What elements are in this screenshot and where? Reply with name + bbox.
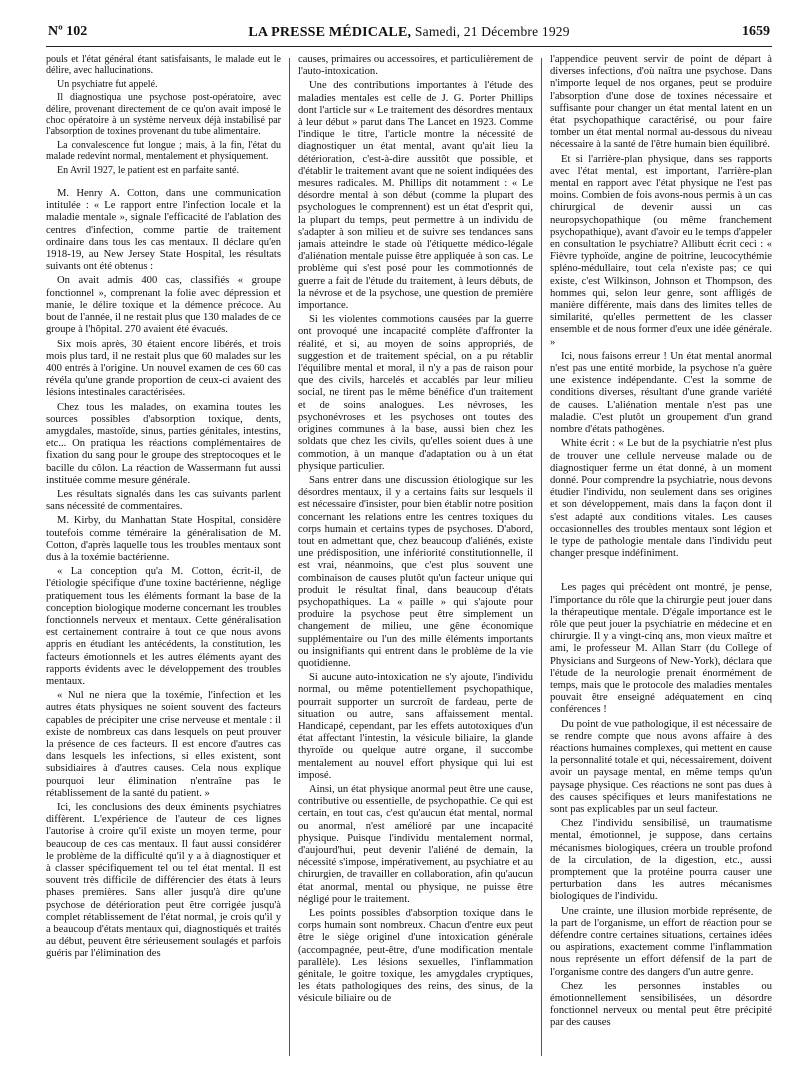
paragraph: Un psychiatre fut appelé. xyxy=(57,78,158,90)
paragraph: Ainsi, un état physique anormal peut être une cause, contributive ou essentielle, de psychopathie. Ce qui est certain, en tout cas, c'est qu'aucun état mental, normal ou anormal, n'est amélioré par une incapacité physique. Puisque l'individu mentalement normal, d'aujourd'hui, peut devenir l'aliéné de demain, la nécessité s'impose, impérativement, au psychiatre et au chirurgien, de travailler en collaboration, afin qu'aucun état anormal, mental ou physique, ne puisse être négligé pour le traitement. xyxy=(298,783,533,905)
paragraph: l'appendice peuvent servir de point de départ à diverses infections, d'où naîtra une psychose. Dans n'importe lequel de nos organes, peut se produire l'absorption d'une dose de toxines nécessaire et suffisante pour changer un état mental latent en un état psychopathique caractérisé, ou pour faire tomber un état mental normal au-dessous du niveau nécessaire à la santé de l'être humain bien équilibré. xyxy=(550,54,772,151)
paragraph: Du point de vue pathologique, il est nécessaire de se rendre compte que nous avons affaire à des réactions humaines complexes, qui mettent en cause la personnalité totale et qui, nécessairement, doivent avoir un paysage mental, en même temps qu'un paysage physique. Ces réactions ne sont pas dues à des causes spécifiques et leurs manifestations ne sont pas explicables par un seul facteur. xyxy=(550,718,772,815)
paragraph: Une crainte, une illusion morbide représente, de la part de l'organisme, un effort de réaction pour se défendre contre certaines situations, certaines idées ou aspirations, exactement comme l'inflammation nous représente un effort défensif de la part de l'organisme contre des dangers d'un autre genre. xyxy=(550,905,772,978)
paragraph: Six mois après, 30 étaient encore libérés, et trois mois plus tard, il ne restait plus que 60 malades sur les 400 entrés à l'origine. Un nouvel examen de ces 60 cas révéla qu'une grande proportion de ceux-ci avaient des lésions intestinales caractérisées. xyxy=(46,338,281,399)
paragraph: Il diagnostiqua une psychose post-opératoire, avec délire, provenant directement de ce qu'on avait imposé le choc opératoire à un système nerveux déjà instabilisé par l'absorption de toxines provenant du tube alimentaire. xyxy=(46,92,281,138)
paragraph: Chez l'individu sensibilisé, un traumatisme mental, émotionnel, je suppose, dans certains mécanismes biologiques, créera un trouble profond de la circulation, de la digestion, etc., aussi promptement que la protéine pourra causer une perturbation dans les autres mécanismes biologiques de l'individu. xyxy=(550,818,772,903)
paragraph: Les points possibles d'absorption toxique dans le corps humain sont nombreux. Chacun d'entre eux peut être le siège originel d'une intoxication générale (accompagnée, peut-être, d'une modification mentale parallèle). Les lésions sexuelles, l'inflammation génitale, le goitre toxique, les amygdales cryptiques, les états pathologiques des reins, des sinus, de la vésicule biliaire ou de xyxy=(298,908,533,1005)
paragraph: Et si l'arrière-plan physique, dans ses rapports avec l'état mental, est important, l'arrière-plan mental en rapport avec l'état physique ne l'est pas moins. Combien de fois avons-nous permis à un cas chirurgical de devenir aussi un cas neuropsychopathique (ou même franchement psychopathique), avant d'avoir eu le temps d'appeler en consultation le psychiatre? Allibutt écrit ceci : « Fièvre typhoïde, angine de poitrine, leucocythémie spléno-médullaire, tout cela n'existe pas; ce qui existe, c'est Wilkinson, Johnson et Thompson, des hommes qui, selon leur genre, sont affligés de manière différente, mais dans des limites telles de similarité, qu'elles permettent de les classer ensemble et de nous former d'eux une idée générale. » xyxy=(550,153,772,348)
column-2 xyxy=(298,54,533,1064)
column-3 xyxy=(550,54,772,1064)
paragraph: « La conception qu'a M. Cotton, écrit-il, de l'étiologie spécifique d'une toxine bactérienne, néglige pratiquement tous les éléments formant la base de la conception biologique moderne concernant les troubles fonctionnels nerveux et mentaux. Cette généralisation est certainement contraire à tout ce que nous avons appris en étudiant les antécédents, la constitution, les facteurs émotionnels et les autres éléments ayant des rapports évidents avec le développement des troubles mentaux. xyxy=(46,566,281,687)
paragraph: M. Henry A. Cotton, dans une communication intitulée : « Le rapport entre l'infection locale et la maladie mentale », signale l'efficacité de l'ablation des centres d'infection, comme partie de traitement ordinaire dans tous les cas mentaux. Il déclare qu'en 1918-19, au New Jersey State Hospital, les résultats suivants ont été obtenus : xyxy=(46,188,281,273)
paragraph: Les pages qui précèdent ont montré, je pense, l'importance du rôle que la chirurgie peut jouer dans la thérapeutique mentale. D'égale importance est le rôle que peut jouer la psychiatrie en médecine et en chirurgie. Il y a vingt-cinq ans, mon vieux maître et ami, le professeur M. Allan Starr (du College of Physicians and Surgeons of New-York), déclara que l'étude de la neurologie prenait énormément de temps, mais que le protocole des maladies mentales pouvait être enseigné adéquatement en cinq conférences ! xyxy=(550,582,772,716)
paragraph: Si les violentes commotions causées par la guerre ont provoqué une incapacité complète d'affronter la réalité, et si, au moyen de soins appropriés, de suggestion et de traitement spécial, on a pu rétablir l'équilibre mental et moral, il n'y a pas de raison pour que des civils, harcelés et accablés par leur milieu social, ne tirent pas le même bénéfice d'un traitement et de soins analogues. Les névroses, les psychonévroses et les psychoses ont toutes des origines communes à la base, aussi bien chez les soldats que chez les civils, qu'elles soient dues à une commotion, à un manque d'adaptation ou à un état physique particulier. xyxy=(298,314,533,472)
paragraph: White écrit : « Le but de la psychiatrie n'est plus de trouver une cellule nerveuse malade ou de diagnostiquer ferme un état donné, à un moment donné. Pour comprendre la psychiatrie, nous devons étudier l'individu, non seulement dans ses origines et son développement, mais dans la façon dont il s'est adapté aux conditions vitales. Les causes occasionnelles des troubles mentaux sont légion et le type de pathologie mentale dans l'individu peut changer presque indéfiniment. xyxy=(550,438,772,560)
paragraph: Les résultats signalés dans les cas suivants parlent sans nécessité de commentaires. xyxy=(46,488,281,513)
journal-title: LA PRESSE MÉDICALE, xyxy=(248,25,412,40)
column-1 xyxy=(46,54,281,1064)
paragraph: pouls et l'état général étant satisfaisants, le malade eut le délire, avec hallucinations. xyxy=(46,54,281,77)
paragraph: Chez tous les malades, on examina toutes les sources possibles d'absorption toxique, dents, amygdales, mastoïde, sinus, parties génitales, intestins, etc... On pratiqua les réactions complémentaires de fixation du sang pour le groupe des streptocoques et le bacille du côlon. La réaction de Wassermann fut aussi instituée comme mesure générale. xyxy=(46,401,281,486)
paragraph: On avait admis 400 cas, classifiés « groupe fonctionnel », comprenant la folie avec dépression et manie, le délire toxique et la démence précoce. Au bout de l'année, il ne restait plus que 130 malades de ce groupe à l'hôpital. 270 avaient été évacués. xyxy=(46,275,281,336)
paragraph: La convalescence fut longue ; mais, à la fin, l'état du malade redevint normal, mentalement et physiquement. xyxy=(46,139,281,163)
paragraph: Ici, les conclusions des deux éminents psychiatres diffèrent. L'expérience de l'auteur de ces lignes l'autorise à croire qu'il existe un moyen terme, pour beaucoup de ces cas mentaux. Il faut aussi considérer le problème de la difficulté qu'il y a à diagnostiquer et à classer spécifiquement tel ou tel état mental. Il est souvent très difficile de différencier des états à leurs phases premières. Sans aller jusqu'à dire qu'une psychose de détérioration peut être corrigée jusqu'à complet rétablissement de l'état normal, je crois qu'il y a beaucoup d'états mentaux qui, diagnostiqués et traités au début, peuvent être sérieusement soulagés et parfois guéris par l'élimination des xyxy=(46,802,281,960)
paragraph: Chez les personnes instables ou émotionnellement sensibilisées, un désordre fonctionnel nerveux ou mental peut être précipité par des causes xyxy=(550,980,772,1029)
paragraph: Si aucune auto-intoxication ne s'y ajoute, l'individu normal, ou même potentiellement psychopathique, pourrait supporter un surcroît de fardeau, perte de situation ou autre, sans affaissement mental. Handicapé, cependant, par les effets autotoxiques d'un état affectant l'intestin, la vésicule biliaire, la glande thyroïde ou quelque autre organe, il succombe mentalement au nouvel effort physique qui lui est imposé. xyxy=(298,672,533,781)
page-number: 1659 xyxy=(742,24,770,39)
column-divider xyxy=(541,58,542,1056)
paragraph: Une des contributions importantes à l'étude des maladies mentales est celle de J. G. Porter Phillips dont l'article sur « Le traitement des désordres mentaux à leur début » parut dans The Lancet en 1923. Comme l'indique le titre, l'article montre la nécessité de diagnostiquer un état mental, avant qu'ait lieu la détérioration, c'est-à-dire aussitôt que possible, et d'établir le traitement avant que ne soient indiquées des mesures radicales. M. Phillips dit notamment : « Le désordre mental à son début (comme la plupart des psychologues le comprennent) est un état d'esprit qui, la plupart du temps, peut permettre à un individu de s'adapter à son milieu et de suivre ses tendances sans jamais atteindre le stade où l'étiquette médico-légale d'aliénation mentale puisse être appliquée à son cas. Le problème qui s'est posé pour les commotionnés de guerre a fait de l'étude du traitement, à leurs débuts, de la névrose et de la psychose, une question de première importance. xyxy=(298,80,533,312)
paragraph: Sans entrer dans une discussion étiologique sur les désordres mentaux, il y a certains faits sur lesquels il est nécessaire d'insister, pour bien établir notre position concernant les relations entre les centres toxiques du corps humain et certains types de psychoses. D'abord, tout en admettant que, chez beaucoup d'aliénés, existe une prédisposition, une infériorité constitutionnelle, il est vrai, néanmoins, que c'est plus souvent une combinaison de causes plutôt qu'un facteur unique qui produit le résultat final, dans beaucoup d'états psychopathiques. La « paille » qui s'ajoute pour produire la psychose peut être simplement un changement de milieu, une gêne économique supplémentaire ou l'un des mille éléments importants ou insignifiants qui entrent dans le problème de la vie quotidienne. xyxy=(298,474,533,669)
column-divider xyxy=(289,58,290,1056)
article-body xyxy=(46,54,772,1064)
paragraph: En Avril 1927, le patient est en parfaite santé. xyxy=(57,164,239,176)
paragraph: Ici, nous faisons erreur ! Un état mental anormal n'est pas une entité morbide, la psychose n'a guère une existence indépendante. C'est la somme de conditions diverses, résultant d'une grande variété de causes. L'aliénation mentale n'est pas une maladie. C'est plutôt un groupement d'un grand nombre d'états pathogènes. xyxy=(550,350,772,436)
issue-date: Samedi, 21 Décembre 1929 xyxy=(414,24,570,39)
paragraph: causes, primaires ou accessoires, et particulièrement de l'auto-intoxication. xyxy=(298,54,533,78)
paragraph: « Nul ne niera que la toxémie, l'infection et les autres états physiques ne soient souvent des facteurs capables de précipiter une crise nerveuse et mentale : il existe de nombreux cas dans lesquels on peut prouver la présence de ces facteurs. Il est encore d'autres cas dans lesquels les infections, si elles existent, sont subsidiaires à d'autres causes. Cela nous explique pourquoi leur élimination n'entraîne pas le rétablissement de la santé du patient. » xyxy=(46,690,281,799)
page-header xyxy=(46,20,772,47)
issue-number: Nº 102 xyxy=(48,24,88,39)
running-title xyxy=(46,24,772,41)
paragraph: M. Kirby, du Manhattan State Hospital, considère toutefois comme téméraire la généralisation de M. Cotton, d'après laquelle tous les troubles mentaux sont dus à la toxémie bactérienne. xyxy=(46,515,281,563)
